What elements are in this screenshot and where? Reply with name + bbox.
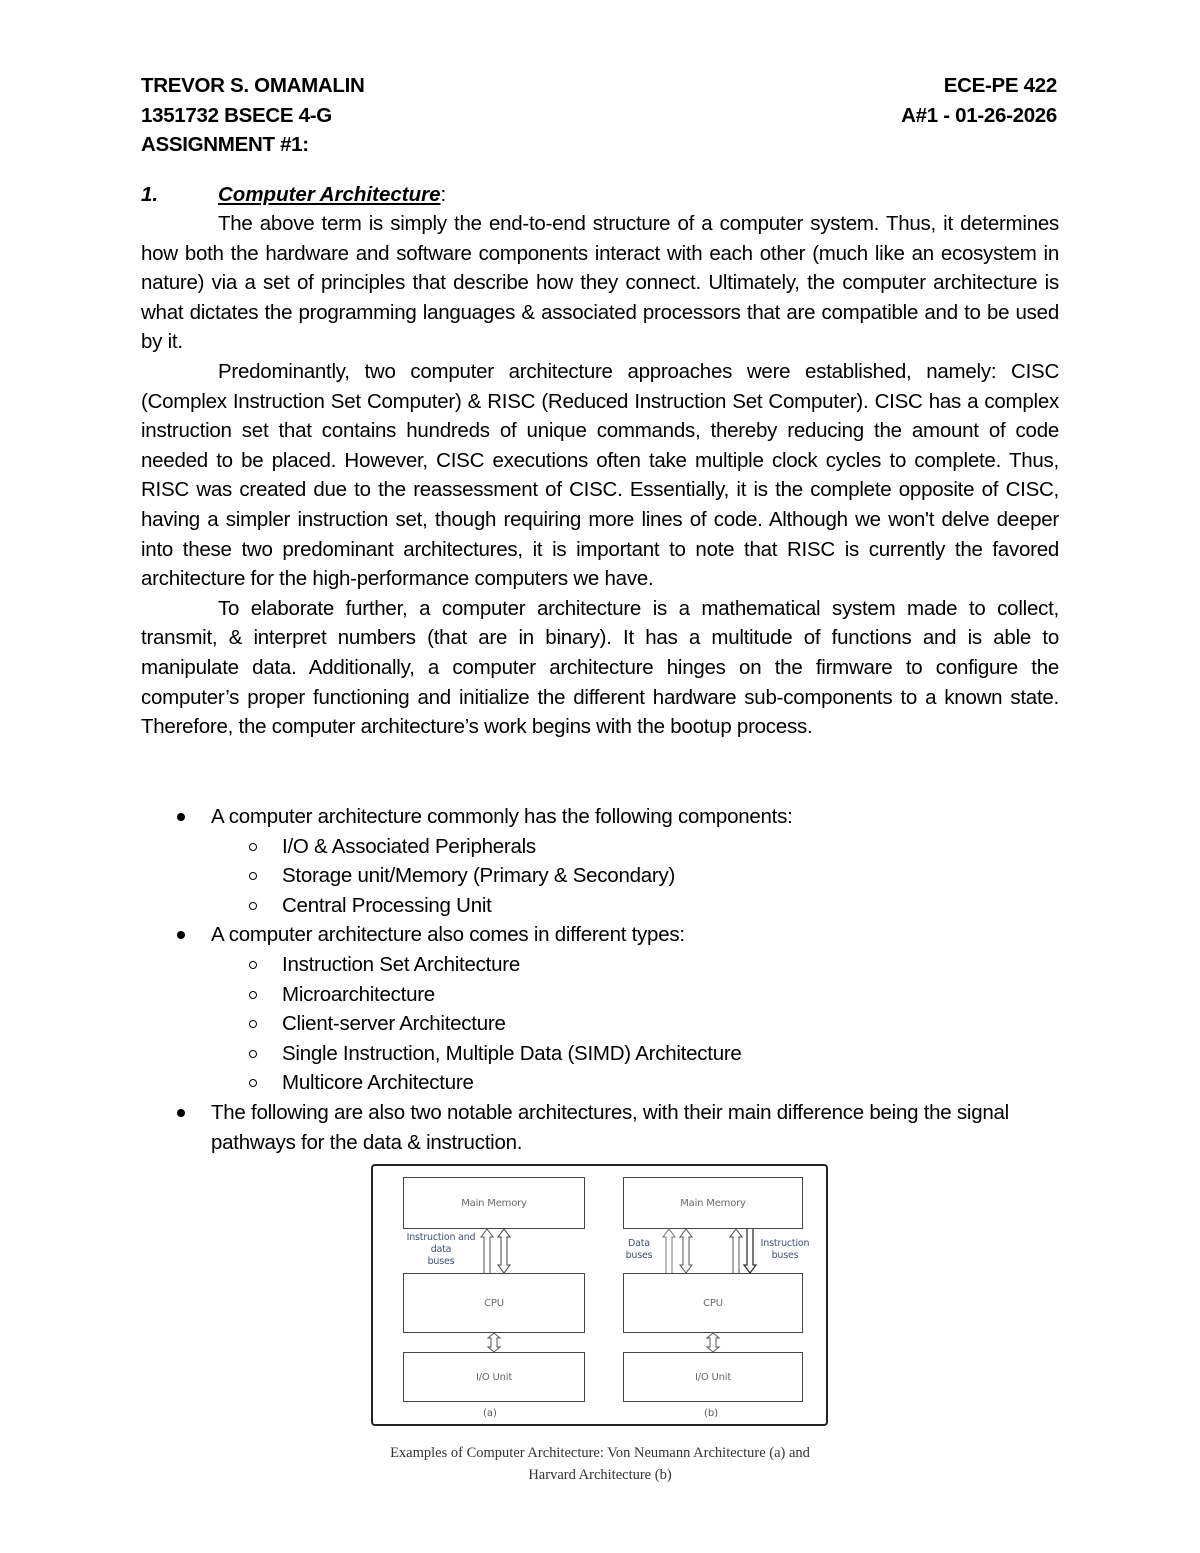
hollow-bullet-icon	[249, 1079, 257, 1087]
sub-list-item-text: Storage unit/Memory (Primary & Secondary)	[282, 864, 676, 888]
section-title: Computer Architecture	[218, 183, 441, 206]
sub-list-item-text: Multicore Architecture	[282, 1071, 474, 1095]
list-item	[141, 920, 1059, 950]
header-right	[901, 71, 1057, 130]
bus-arrows-a-icon	[481, 1229, 511, 1273]
box-label: CPU	[703, 1297, 723, 1309]
label-line: buses	[771, 1250, 799, 1261]
bus-label-a	[401, 1232, 481, 1268]
main-memory-box-b	[623, 1177, 803, 1229]
box-label: I/O Unit	[475, 1371, 513, 1383]
list-item	[141, 802, 1059, 832]
bullet-list	[141, 802, 1059, 1157]
body-paragraphs	[141, 209, 1059, 742]
sub-list-item-text: Single Instruction, Multiple Data (SIMD) Architecture	[282, 1041, 742, 1065]
list-item-text: A computer architecture commonly has the following components:	[211, 805, 793, 828]
hollow-bullet-icon	[249, 961, 257, 969]
sub-list-item	[141, 980, 1059, 1010]
course-code: ECE-PE 422	[943, 74, 1057, 97]
sub-list-item-text: I/O & Associated Peripherals	[282, 834, 536, 858]
sub-list-item-text: Instruction Set Architecture	[282, 952, 520, 976]
data-bus-arrows-b-icon	[663, 1229, 693, 1273]
label-line: Instruction and	[406, 1232, 476, 1243]
sub-list-item	[141, 832, 1059, 862]
box-label: Main Memory	[461, 1197, 527, 1209]
bullet-icon	[177, 931, 185, 939]
box-label: CPU	[484, 1297, 504, 1309]
bullet-icon	[177, 813, 185, 821]
sub-list-item	[141, 950, 1059, 980]
bullet-icon	[177, 1109, 185, 1117]
cpu-box-a	[403, 1273, 585, 1333]
paragraph-1: The above term is simply the end-to-end structure of a computer system. Thus, it determines how both the hardware and software components interact with each other (much like an ecosystem in nature) via a set of principles that describe how they connect. Ultimately, the computer architecture is what dictates the programming languages & associated processors that are compatible and to be used by it.	[141, 212, 1059, 354]
label-line: Instruction	[760, 1238, 810, 1249]
sub-list-item	[141, 1039, 1059, 1069]
sublabel-b: (b)	[704, 1408, 719, 1419]
student-name: TREVOR S. OMAMALIN	[141, 74, 365, 97]
section-number: 1.	[141, 183, 159, 206]
hollow-bullet-icon	[249, 902, 257, 910]
label-line: Data	[628, 1238, 650, 1249]
io-unit-box-b	[623, 1352, 803, 1402]
caption-line: Examples of Computer Architecture: Von Neumann Architecture (a) and	[390, 1445, 810, 1461]
paragraph-3: To elaborate further, a computer architecture is a mathematical system made to collect, transmit, & interpret numbers (that are in binary). It has a multitude of functions and is able to manipulate data. Additionally, a computer architecture hinges on the firmware to configure the computer’s proper functioning and initialize the different hardware sub-components to a known state. Therefore, the computer architecture’s work begins with the bootup process.	[141, 596, 1059, 739]
section-colon: :	[440, 183, 447, 206]
label-line: data	[430, 1244, 452, 1255]
list-item-text: A computer architecture also comes in different types:	[211, 923, 685, 947]
instruction-bus-label-b	[758, 1238, 812, 1262]
sub-list-item	[141, 1068, 1059, 1098]
sub-list-item-text: Microarchitecture	[282, 982, 435, 1006]
instruction-bus-arrows-b-icon	[730, 1229, 760, 1273]
list-item	[141, 1098, 1059, 1157]
hollow-bullet-icon	[249, 843, 257, 851]
paragraph-2: Predominantly, two computer architecture approaches were established, namely: CISC (Complex Instruction Set Computer) & RISC (Reduced Instruction Set Computer). CISC has a complex instruction set that contains hundreds of unique commands, thereby reducing the amount of code needed to be placed. However, CISC executions often take multiple clock cycles to complete. Thus, RISC was created due to the reassessment of CISC. Essentially, it is the complete opposite of CISC, having a simpler instruction set, though requiring more lines of code. Although we won't delve deeper into these two predominant architectures, it is important to note that RISC is currently the favored architecture for the high-performance computers we have.	[141, 359, 1059, 591]
sub-list-item-text: Client-server Architecture	[282, 1012, 506, 1036]
sub-list-item-text: Central Processing Unit	[282, 893, 492, 917]
sub-list-item	[141, 891, 1059, 921]
hollow-bullet-icon	[249, 1050, 257, 1058]
main-memory-box-a	[403, 1177, 585, 1229]
sublabel-a: (a)	[483, 1408, 497, 1419]
caption-line: Harvard Architecture (b)	[528, 1467, 672, 1483]
hollow-bullet-icon	[249, 872, 257, 880]
io-arrow-a-icon	[487, 1333, 501, 1352]
hollow-bullet-icon	[249, 991, 257, 999]
sub-list-item	[141, 861, 1059, 891]
assignment-date: A#1 - 01-26-2026	[901, 103, 1057, 127]
io-arrow-b-icon	[706, 1333, 720, 1352]
label-line: buses	[427, 1256, 455, 1267]
header-left	[141, 71, 365, 160]
assignment-label: ASSIGNMENT #1:	[141, 133, 309, 156]
box-label: I/O Unit	[694, 1371, 732, 1383]
section-heading	[141, 180, 446, 209]
student-id-course: 1351732 BSECE 4-G	[141, 103, 332, 127]
box-label: Main Memory	[680, 1197, 746, 1209]
cpu-box-b	[623, 1273, 803, 1333]
hollow-bullet-icon	[249, 1020, 257, 1028]
io-unit-box-a	[403, 1352, 585, 1402]
data-bus-label-b	[620, 1238, 658, 1262]
sub-list-item	[141, 1009, 1059, 1039]
figure-caption	[340, 1442, 860, 1486]
label-line: buses	[625, 1250, 653, 1261]
architecture-figure	[371, 1164, 828, 1426]
list-item-text: The following are also two notable architectures, with their main difference being the signal pathways for the data & instruction.	[211, 1100, 1009, 1154]
